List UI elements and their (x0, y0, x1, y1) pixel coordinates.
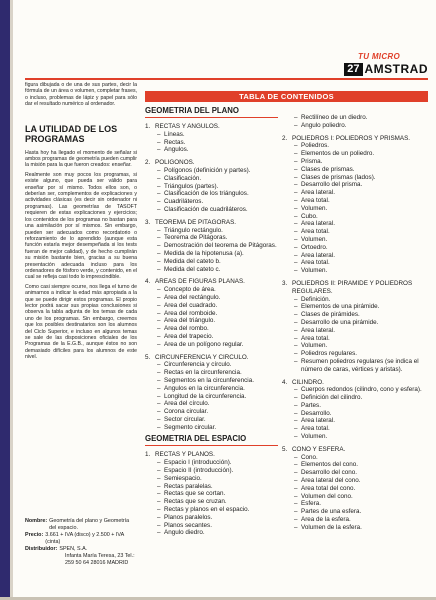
toc-item: – Segmento circular. (157, 424, 278, 432)
article-column (25, 82, 137, 364)
toc-item: – Area total. (294, 335, 428, 343)
toc-item: – Area total. (294, 197, 428, 205)
toc-item: – Rectas. (157, 139, 278, 147)
chapter-items (282, 386, 428, 441)
toc-chapter (145, 159, 278, 214)
product-info (25, 518, 137, 567)
toc-item: – Rectas paralelas. (157, 483, 278, 491)
chapter-number: 4. (145, 278, 151, 286)
toc-item: – Segmentos en la circunferencia. (157, 377, 278, 385)
chapter-title: RECTAS Y ANGULOS. (155, 123, 220, 130)
chapter-number: 1. (145, 123, 151, 130)
toc-item: – Area del círculo. (157, 400, 278, 408)
continued-list (282, 114, 428, 130)
toc-item: – Volumen. (294, 342, 428, 350)
body-paragraph: Hasta hoy ha llegado el momento de señalar si ambos programas de geometría pueden cumplir la misión para la que fueron creados: enseñar. (25, 149, 137, 169)
chapter-items (145, 459, 278, 537)
chapter-items (145, 361, 278, 431)
chapter-heading (145, 123, 278, 131)
toc-item: – Rectas en la circunferencia. (157, 369, 278, 377)
toc-item: – Area lateral. (294, 252, 428, 260)
toc-item: – Area lateral. (294, 417, 428, 425)
toc-item: – Desarrollo de una pirámide. (294, 319, 428, 327)
chapter-heading (145, 159, 278, 167)
toc-item: – Volumen. (294, 433, 428, 441)
chapter-number: 2. (282, 134, 288, 142)
chapter-heading (145, 354, 278, 362)
toc-item: – Area del cuadrado. (157, 302, 278, 310)
toc-item: – Area del rectángulo. (157, 294, 278, 302)
toc-item: – Corona circular. (157, 408, 278, 416)
toc-item: – Volumen. (294, 267, 428, 275)
section-heading: LA UTILIDAD DE LOS PROGRAMAS (25, 123, 118, 144)
espacio-chapters (145, 451, 278, 537)
toc-item: – Partes. (294, 402, 428, 410)
toc-item: – Cuerpos redondos (cilindro, cono y esfera). (294, 386, 428, 394)
chapter-number: 5. (145, 353, 151, 361)
toc-item: – Angulos. (157, 146, 278, 154)
toc-item: – Area lateral del cono. (294, 477, 428, 485)
chapter-number: 3. (145, 218, 151, 226)
intro-paragraph: figura dibujada o de una de sus partes, decir la fórmula de un área o volumen, completar frases, o incluso, problemas de lápiz y papel para sólo dar el resultado numérico al ordenador. (25, 82, 137, 108)
espacio-section-title: GEOMETRIA DEL ESPACIO (145, 434, 278, 446)
toc-item: – Partes de una esfera. (294, 508, 428, 516)
toc-item: – Desarrollo del cono. (294, 469, 428, 477)
toc-item: – Angulo diedro. (157, 529, 278, 537)
toc-item: – Espacio II (introducción). (157, 467, 278, 475)
toc-item: – Clasificación. (157, 175, 278, 183)
toc-column-left (145, 106, 278, 537)
chapter-items (145, 131, 278, 154)
toc-item: – Area total. (294, 259, 428, 267)
toc-item: – Poliedros. (294, 142, 428, 150)
toc-item: – Planos secantes. (157, 522, 278, 530)
toc-item: – Circunferencia y círculo. (157, 361, 278, 369)
chapter-title: TEOREMA DE PITAGORAS. (155, 218, 237, 226)
binding-edge (10, 0, 13, 600)
plano-chapters (145, 123, 278, 431)
toc-item: – Resumen poliedros regulares (se indica el número de caras, vértices y aristas). (294, 358, 428, 374)
toc-item: – Clasificación de los triángulos. (157, 190, 278, 198)
toc-item: – Teorema de Pitágoras. (157, 234, 278, 242)
chapter-title: POLIEDROS I: POLIEDROS Y PRISMAS. (292, 134, 411, 142)
toc-item: – Area total del cono. (294, 485, 428, 493)
chapter-heading (145, 219, 278, 227)
header-subtitle: TU MICRO (358, 52, 400, 61)
toc-item: – Sector circular. (157, 416, 278, 424)
toc-item: – Angulo poliedro. (294, 122, 428, 130)
toc-item: – Cuadriláteros. (157, 198, 278, 206)
toc-chapter (145, 354, 278, 432)
toc-chapter (145, 451, 278, 537)
info-row (25, 518, 137, 532)
info-value: 3.661 + IVA (disco) y 2.500 + IVA (cinta) (45, 532, 124, 545)
toc-item: – Area del trapecio. (157, 333, 278, 341)
chapter-items (145, 286, 278, 348)
chapter-number: 1. (145, 451, 151, 459)
toc-item: – Area del triángulo. (157, 317, 278, 325)
toc-item: – Volumen. (294, 205, 428, 213)
toc-item: – Area total. (294, 228, 428, 236)
chapter-heading (145, 451, 278, 459)
toc-item: – Rectas que se cortan. (157, 490, 278, 498)
toc-item: – Polígonos (definición y partes). (157, 167, 278, 175)
binding-spine (0, 0, 10, 600)
info-row (25, 546, 137, 553)
toc-item: – Medida del cateto c. (157, 266, 278, 274)
magazine-brand: AMSTRAD (364, 62, 428, 76)
toc-item: – Medida del cateto b. (157, 258, 278, 266)
body-paragraph: Realmente son muy pocos los programas, si existe alguno, que pueda ser válido para enseñar por sí mismo. Todos ellos son, o deberían ser, complementos de explicaciones y actividades clásicas (es decir sin ordenador ni programas). Las geometrías de TASOFT requieren de estas explicaciones y ejercicios; los contenidos de los programas no bastan para una asimilación por sí mismos. Sin embargo, pueden ser adecuados como recordatorio o reforzamiento de lo aprendido (aunque esta función estaría mejor desempeñada si los tests fueran de mejor calidad), y de hecho cumplirán su misión bastante bien, gracias a su buena presentación adecuada incluso para los ordenadores de fósforo verde, y contenido, en el cual se refleja casi todo lo imprescindible. (25, 171, 137, 281)
chapter-items (282, 142, 428, 275)
info-row (25, 553, 137, 567)
info-key: Precio: (25, 532, 44, 538)
chapter-heading (282, 446, 428, 454)
toc-item: – Area lateral. (294, 220, 428, 228)
toc-item: – Ortoedro. (294, 244, 428, 252)
chapter-title: CILINDRO. (292, 378, 324, 386)
chapter-title: AREAS DE FIGURAS PLANAS. (155, 278, 245, 286)
toc-title: TABLA DE CONTENIDOS (145, 91, 428, 102)
toc-item: – Prisma. (294, 158, 428, 166)
toc-item: – Líneas. (157, 131, 278, 139)
espacio-chapters-continued (282, 135, 428, 532)
info-key: Distribuidor: (25, 546, 58, 552)
chapter-heading (282, 280, 428, 296)
toc-chapter (145, 219, 278, 274)
toc-item: – Medida de la hipotenusa (a). (157, 250, 278, 258)
toc-item: – Semiespacio. (157, 475, 278, 483)
chapter-number: 4. (282, 378, 288, 386)
chapter-items (145, 167, 278, 214)
toc-item: – Clases de pirámides. (294, 311, 428, 319)
toc-item: – Demostración del teorema de Pitágoras. (157, 242, 278, 250)
chapter-heading (145, 278, 278, 286)
toc-item: – Triángulos (partes). (157, 183, 278, 191)
toc-item: – Rectas y planos en el espacio. (157, 506, 278, 514)
toc-item: – Area lateral. (294, 189, 428, 197)
toc-item: – Elementos del cono. (294, 461, 428, 469)
toc-chapter (282, 280, 428, 374)
chapter-heading (282, 379, 428, 387)
info-key (25, 553, 63, 567)
chapter-items (282, 296, 428, 374)
header-rule (25, 78, 428, 80)
chapter-title: POLIGONOS. (155, 159, 195, 167)
toc-chapter (145, 278, 278, 348)
toc-item: – Cubo. (294, 213, 428, 221)
info-value: Geometría del plano y Geometría del espacio. (49, 518, 130, 531)
toc-item: – Esfera. (294, 500, 428, 508)
toc-item: – Planos paralelos. (157, 514, 278, 522)
toc-item: – Volumen del cono. (294, 493, 428, 501)
info-value: SPEN, S.A. (59, 546, 88, 552)
toc-item: – Rectilíneo de un diedro. (294, 114, 428, 122)
toc-column-right (282, 114, 428, 532)
toc-item: – Area del rombo. (157, 325, 278, 333)
info-key: Nombre: (25, 518, 48, 524)
toc-item: – Cono. (294, 454, 428, 462)
toc-item: – Volumen. (294, 236, 428, 244)
toc-item: – Volumen de la esfera. (294, 524, 428, 532)
toc-item: – Rectas que se cruzan. (157, 498, 278, 506)
toc-item: – Area de la esfera. (294, 516, 428, 524)
toc-item: – Triángulo rectángulo. (157, 227, 278, 235)
toc-item: – Elementos de una pirámide. (294, 303, 428, 311)
toc-item: – Angulos en la circunferencia. (157, 385, 278, 393)
chapter-title: CIRCUNFERENCIA Y CIRCULO. (155, 353, 249, 361)
page-number: 27 (344, 63, 362, 76)
chapter-items (282, 454, 428, 532)
toc-item: – Espacio I (introducción). (157, 459, 278, 467)
toc-chapter (282, 379, 428, 441)
plano-section-title: GEOMETRIA DEL PLANO (145, 106, 278, 118)
header (344, 62, 428, 76)
chapter-title: POLIEDROS II: PIRAMIDE Y POLIEDROS REGULARES. (292, 279, 413, 295)
toc-item: – Concepto de área. (157, 286, 278, 294)
toc-item: – Poliedros regulares. (294, 350, 428, 358)
chapter-number: 3. (282, 279, 288, 287)
chapter-heading (282, 135, 428, 143)
toc-item: – Area del romboide. (157, 310, 278, 318)
chapter-items (145, 227, 278, 274)
info-row (25, 532, 137, 546)
chapter-number: 5. (282, 445, 288, 453)
toc-item: – Clases de prismas. (294, 166, 428, 174)
toc-item: – Elementos de un poliedro. (294, 150, 428, 158)
toc-item: – Clasificación de cuadriláteros. (157, 206, 278, 214)
toc-item: – Definición. (294, 296, 428, 304)
toc-item: – Area total. (294, 425, 428, 433)
info-address: Infanta María Teresa, 23 Tel.: 259 50 64 28016 MADRID (65, 553, 135, 566)
toc-item: – Desarrollo del prisma. (294, 181, 428, 189)
toc-chapter (282, 135, 428, 275)
body-paragraph: Como casi siempre ocurre, nos llega el turno de animarnos a indicar la edad más apropiada a la que se puede dirigir estos programas. El propio lector podrá sacar sus propias conclusiones si observa la tabla adjunta de los temas de cada uno de los programas. Sin embargo, creemos que los posibles destinatarios son los alumnos del Ciclo Superior, e incluso en algunos temas se sale de las disposiciones oficiales de los Programas de la E.G.B., aunque éstos no son demasiado difíciles para los alumnos de este nivel. (25, 283, 137, 361)
toc-item: – Clases de prismas (lados). (294, 174, 428, 182)
chapter-title: CONO Y ESFERA. (292, 445, 346, 453)
toc-item: – Definición del cilindro. (294, 394, 428, 402)
toc-chapter (145, 123, 278, 154)
chapter-title: RECTAS Y PLANOS. (155, 451, 215, 459)
toc-item: – Longitud de la circunferencia. (157, 393, 278, 401)
chapter-number: 2. (145, 159, 151, 167)
toc-item: – Area lateral. (294, 327, 428, 335)
toc-item: – Desarrollo. (294, 410, 428, 418)
toc-item: – Area de un polígono regular. (157, 341, 278, 349)
toc-chapter (282, 446, 428, 532)
